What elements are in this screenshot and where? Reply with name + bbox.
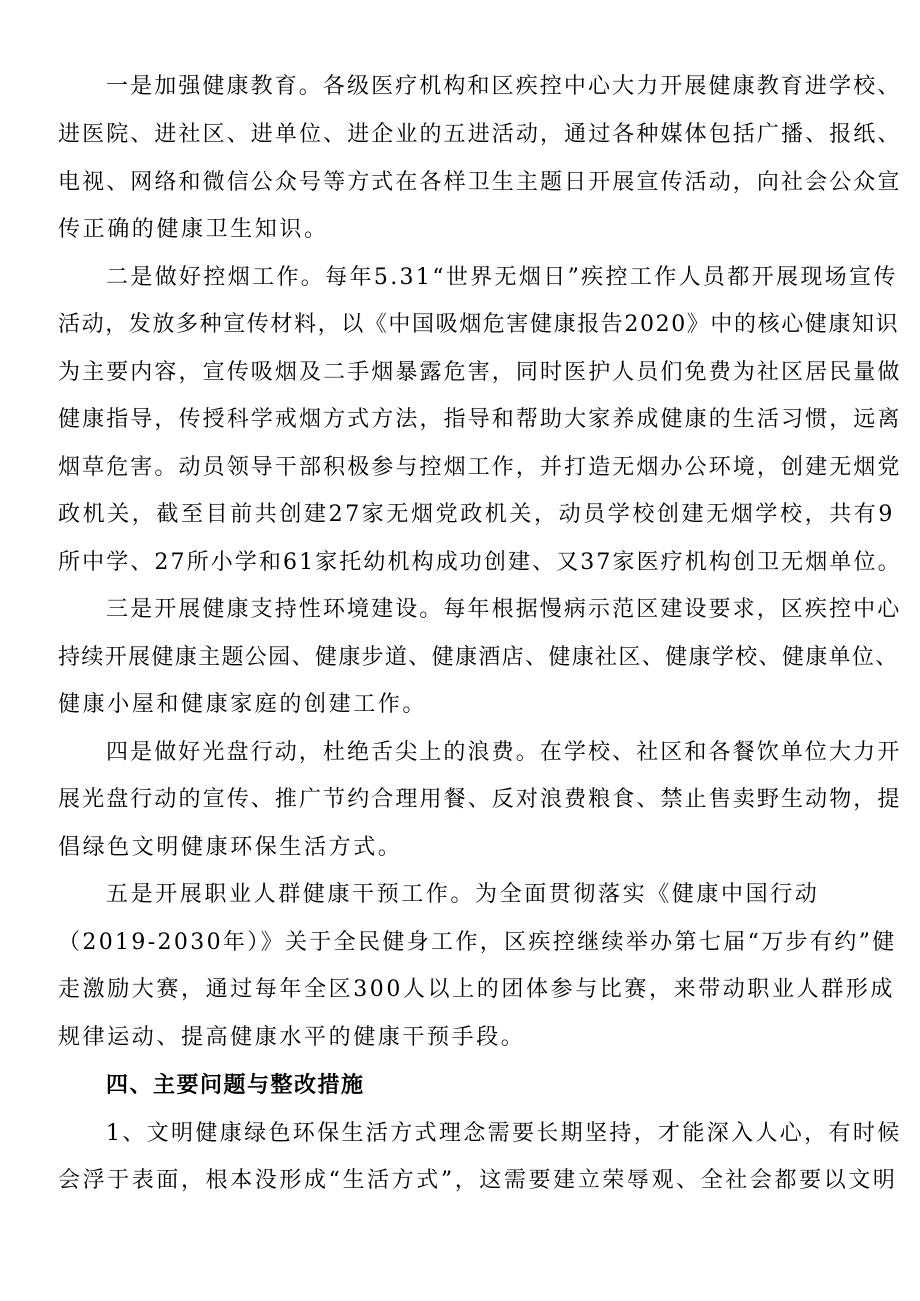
- paragraph-5-line-1: 五是开展职业人群健康干预工作。为全面贯彻落实《健康中国行动: [106, 882, 820, 907]
- paragraph-4-line-2: 展光盘行动的宣传、推广节约合理用餐、反对浪费粮食、禁止售卖野生动物，提: [58, 787, 902, 812]
- paragraph-3-line-2: 持续开展健康主题公园、健康步道、健康酒店、健康社区、健康学校、健康单位、: [58, 645, 899, 670]
- paragraph-4-line-3: 倡绿色文明健康环保生活方式。: [58, 835, 403, 860]
- paragraph-1-line-3: 电视、网络和微信公众号等方式在各样卫生主题日开展宣传活动，向社会公众宣: [58, 170, 902, 195]
- paragraph-2-line-6: 政机关，截至目前共创建27家无烟党政机关，动员学校创建无烟学校，共有9: [58, 502, 895, 527]
- paragraph-4-line-1: 四是做好光盘行动，杜绝舌尖上的浪费。在学校、社区和各餐饮单位大力开: [106, 740, 902, 765]
- paragraph-1-line-2: 进医院、进社区、进单位、进企业的五进活动，通过各种媒体包括广播、报纸、: [58, 122, 902, 147]
- paragraph-2-line-2: 活动，发放多种宣传材料，以《中国吸烟危害健康报告2020》中的核心健康知识: [58, 312, 900, 337]
- paragraph-2-line-1: 二是做好控烟工作。每年5.31“世界无烟日”疾控工作人员都开展现场宣传: [106, 265, 898, 290]
- paragraph-5-line-3: 走激励大赛，通过每年全区300人以上的团体参与比赛，来带动职业人群形成: [58, 977, 895, 1002]
- paragraph-5-line-2: （2019-2030年）》关于全民健身工作，区疾控继续举办第七届“万步有约”健: [58, 930, 897, 955]
- issue-paragraph-line-1: 1、文明健康绿色环保生活方式理念需要长期坚持，才能深入人心，有时候: [106, 1121, 902, 1146]
- paragraph-2-line-5: 烟草危害。动员领导干部积极参与控烟工作，并打造无烟办公环境，创建无烟党: [58, 455, 902, 480]
- paragraph-3-line-3: 健康小屋和健康家庭的创建工作。: [58, 692, 428, 717]
- paragraph-2-line-7: 所中学、27所小学和61家托幼机构成功创建、又37家医疗机构创卫无烟单位。: [58, 550, 902, 575]
- paragraph-1-line-4: 传正确的健康卫生知识。: [58, 217, 329, 242]
- section-heading: 四、主要问题与整改措施: [106, 1073, 365, 1098]
- paragraph-1-line-1: 一是加强健康教育。各级医疗机构和区疾控中心大力开展健康教育进学校、: [106, 74, 902, 99]
- paragraph-3-line-1: 三是开展健康支持性环境建设。每年根据慢病示范区建设要求，区疾控中心: [106, 597, 902, 622]
- paragraph-2-line-4: 健康指导，传授科学戒烟方式方法，指导和帮助大家养成健康的生活习惯，远离: [58, 407, 902, 432]
- paragraph-2-line-3: 为主要内容，宣传吸烟及二手烟暴露危害，同时医护人员们免费为社区居民量做: [58, 360, 902, 385]
- issue-paragraph-line-2: 会浮于表面，根本没形成“生活方式”，这需要建立荣辱观、全社会都要以文明: [58, 1168, 898, 1193]
- paragraph-5-line-4: 规律运动、提高健康水平的健康干预手段。: [58, 1025, 526, 1050]
